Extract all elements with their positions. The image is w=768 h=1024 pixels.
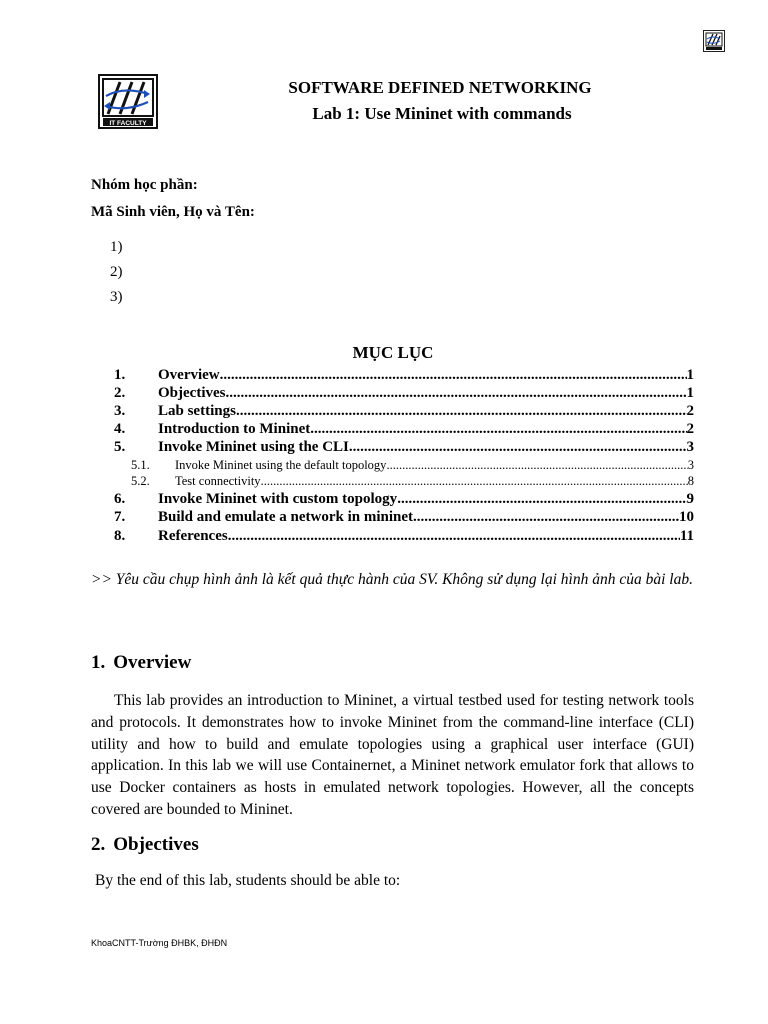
section-number: 2. — [91, 834, 106, 855]
toc-text: Objectives — [158, 385, 226, 401]
toc-page: 2 — [686, 403, 694, 419]
objectives-intro: By the end of this lab, students should be able to: — [95, 872, 401, 889]
member-2: 2) — [110, 264, 123, 280]
toc-text: Lab settings — [158, 403, 236, 419]
toc-item-test-connectivity[interactable] — [131, 474, 694, 489]
toc-text: Build and emulate a network in mininet — [158, 509, 414, 525]
toc-page: 3 — [687, 458, 694, 472]
toc-text: Introduction to Mininet — [158, 421, 311, 437]
toc-item-overview[interactable] — [114, 367, 694, 384]
toc-page: 2 — [686, 421, 694, 437]
section-title: Overview — [113, 652, 192, 673]
toc-page: 3 — [686, 439, 694, 455]
toc-text: References — [158, 528, 228, 544]
overview-paragraph: This lab provides an introduction to Mininet, a virtual testbed used for testing network tools and protocols. It demonstrates how to invoke Mininet from the command-line interface (CLI) utility and how to build and emulate topologies using a graphical user interface (GUI) application. In this lab we will use Containernet, a Mininet network emulator fork that allows to use Docker containers as hosts in emulated network topologies. However, all the concepts covered are bounded to Mininet. — [91, 692, 694, 818]
member-3: 3) — [110, 289, 123, 305]
toc-number: 2. — [114, 385, 126, 401]
section-number: 1. — [91, 652, 106, 673]
page-footer: KhoaCNTT-Trường ĐHBK, ĐHĐN — [91, 938, 228, 948]
document-title: SOFTWARE DEFINED NETWORKING — [288, 78, 592, 97]
toc-number: 6. — [114, 491, 126, 507]
toc-page: 1 — [686, 385, 694, 401]
toc-item-objectives[interactable] — [114, 385, 694, 402]
section-title: Objectives — [113, 834, 199, 855]
member-1: 1) — [110, 239, 123, 255]
student-label: Mã Sinh viên, Họ và Tên: — [91, 204, 255, 220]
toc-item-build-emulate[interactable] — [114, 509, 694, 526]
toc-number: 5.1. — [131, 458, 150, 472]
toc-title: MỤC LỤC — [352, 343, 434, 362]
toc-page: 1 — [686, 367, 694, 383]
toc-text: Overview — [158, 367, 220, 383]
toc-number: 3. — [114, 403, 126, 419]
header-logo-small — [703, 30, 725, 52]
section-heading-objectives — [91, 834, 199, 856]
toc-text: Invoke Mininet using the CLI — [158, 439, 349, 455]
toc-text: Invoke Mininet using the default topology — [175, 458, 387, 472]
group-label: Nhóm học phần: — [91, 177, 198, 193]
toc-page: 8 — [687, 474, 694, 488]
section-heading-overview — [91, 652, 191, 674]
instruction-note: >> Yêu cầu chụp hình ảnh là kết quả thực hành của SV. Không sử dụng lại hình ảnh của bài lab. — [91, 571, 693, 588]
toc-number: 5. — [114, 439, 126, 455]
toc-number: 7. — [114, 509, 126, 525]
toc-number: 4. — [114, 421, 126, 437]
toc-text: Test connectivity — [175, 474, 261, 488]
toc-item-introduction[interactable] — [114, 421, 694, 438]
toc-text: Invoke Mininet with custom topology — [158, 491, 398, 507]
faculty-logo-caption: IT FACULTY — [109, 120, 147, 127]
toc-page: 10 — [679, 509, 694, 525]
toc-item-invoke-cli[interactable] — [114, 439, 694, 456]
toc-page: 9 — [686, 491, 694, 507]
toc-number: 8. — [114, 528, 126, 544]
toc-page: 11 — [679, 528, 694, 544]
faculty-logo — [98, 74, 158, 129]
toc-number: 5.2. — [131, 474, 150, 488]
toc-item-references[interactable] — [114, 528, 694, 545]
toc-item-lab-settings[interactable] — [114, 403, 694, 420]
toc-item-custom-topology[interactable] — [114, 491, 694, 508]
toc-item-default-topology[interactable] — [131, 458, 694, 473]
toc-number: 1. — [114, 367, 126, 383]
lab-subtitle: Lab 1: Use Mininet with commands — [312, 104, 572, 123]
